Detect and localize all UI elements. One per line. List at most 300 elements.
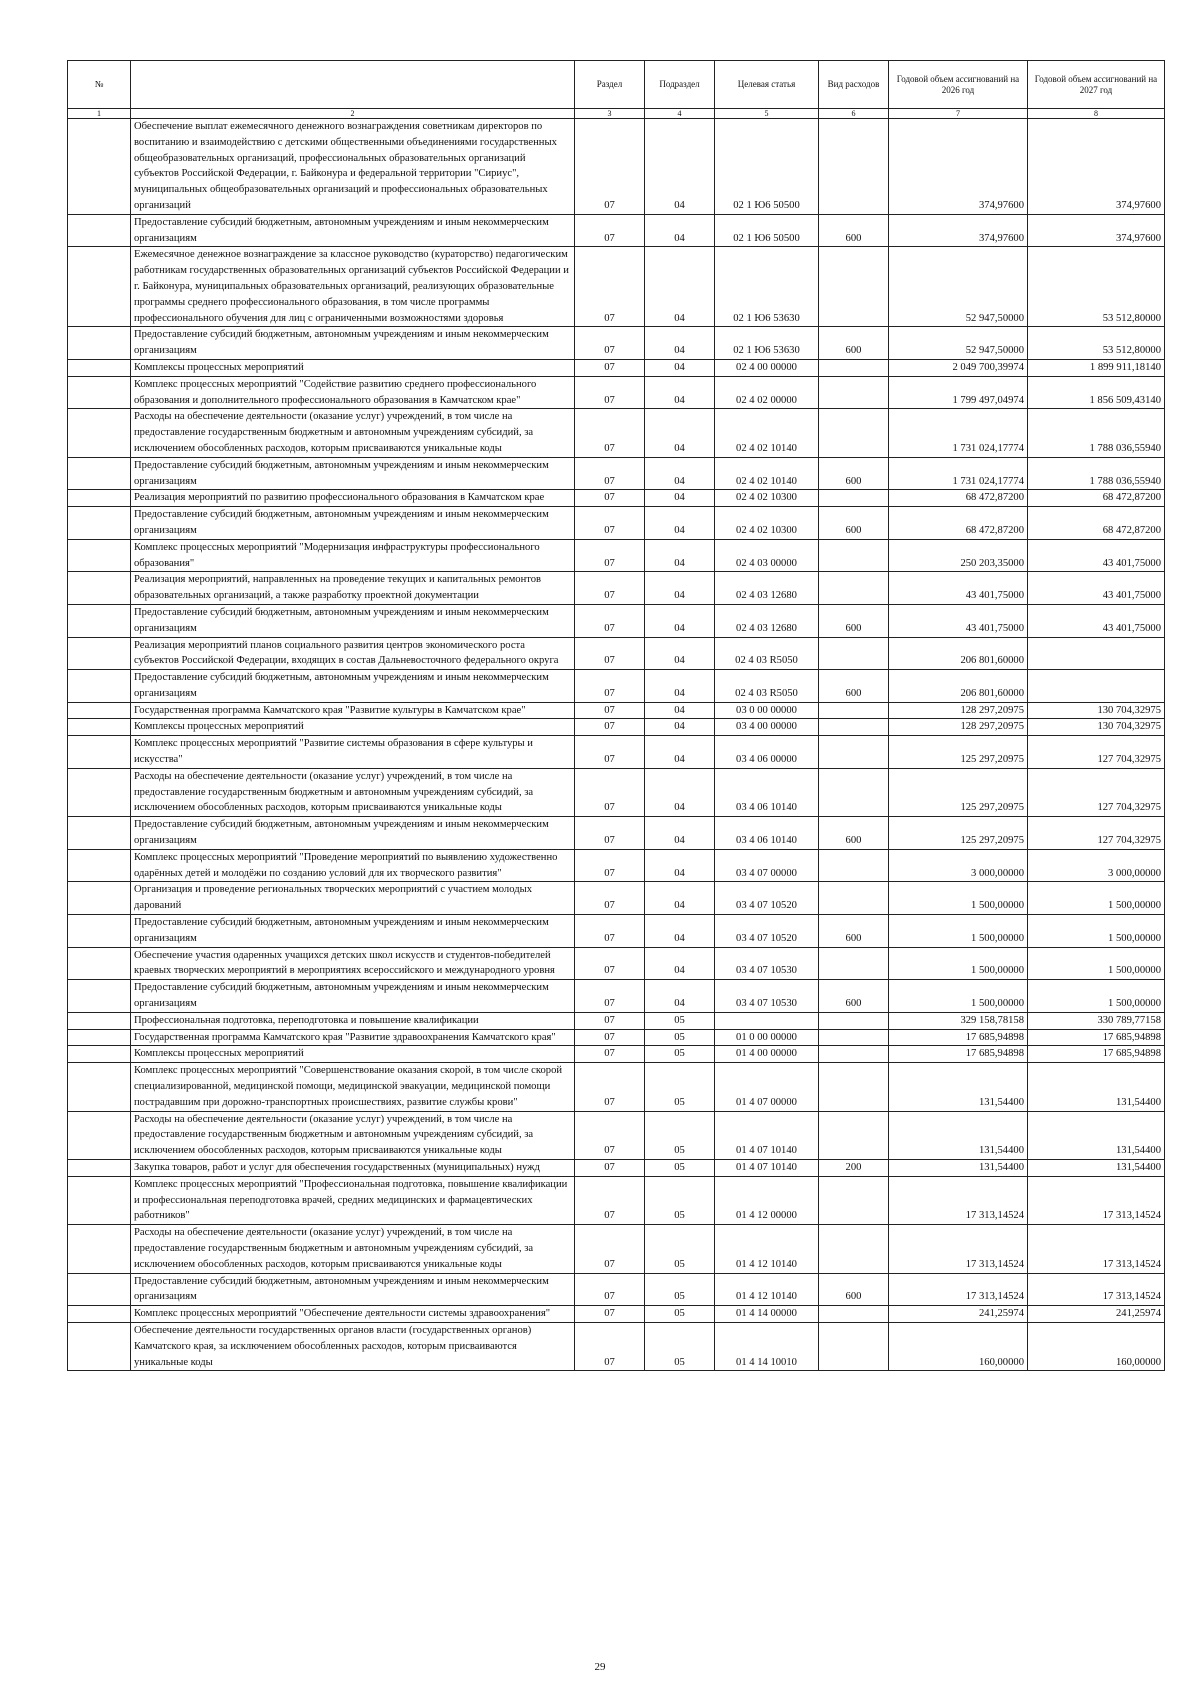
row-section: 07 — [575, 539, 645, 572]
table-row — [68, 507, 1165, 540]
table-row — [68, 1029, 1165, 1046]
row-expense-type — [819, 768, 889, 816]
table-body — [68, 119, 1165, 1371]
table-row — [68, 768, 1165, 816]
row-amount-2027: 131,54400 — [1028, 1160, 1165, 1177]
row-description: Предоставление субсидий бюджетным, автономным учреждениям и иным некоммерческим организациям — [131, 670, 575, 703]
row-expense-type — [819, 119, 889, 215]
row-section: 07 — [575, 768, 645, 816]
row-target-article: 03 4 06 00000 — [715, 736, 819, 769]
row-amount-2026: 206 801,60000 — [889, 637, 1028, 670]
table-header-row — [68, 61, 1165, 109]
row-description: Государственная программа Камчатского края "Развитие здравоохранения Камчатского края" — [131, 1029, 575, 1046]
row-number — [68, 247, 131, 327]
row-section: 07 — [575, 817, 645, 850]
row-expense-type — [819, 1176, 889, 1224]
row-amount-2026: 17 313,14524 — [889, 1273, 1028, 1306]
row-expense-type — [819, 409, 889, 457]
row-number — [68, 409, 131, 457]
row-expense-type — [819, 1111, 889, 1159]
row-expense-type — [819, 1063, 889, 1111]
row-section: 07 — [575, 376, 645, 409]
row-expense-type — [819, 572, 889, 605]
row-subsection: 04 — [645, 327, 715, 360]
row-section: 07 — [575, 1273, 645, 1306]
table-row — [68, 1160, 1165, 1177]
row-amount-2026: 131,54400 — [889, 1111, 1028, 1159]
row-description: Расходы на обеспечение деятельности (оказание услуг) учреждений, в том числе на предоставление государственным бюджетным и автономным учреждениям субсидий, за исключением обособленных расходов, которым присваиваются уникальные коды — [131, 409, 575, 457]
row-amount-2026: 128 297,20975 — [889, 719, 1028, 736]
row-section: 07 — [575, 670, 645, 703]
row-amount-2026: 1 500,00000 — [889, 882, 1028, 915]
row-section: 07 — [575, 214, 645, 247]
row-number — [68, 947, 131, 980]
row-subsection: 05 — [645, 1176, 715, 1224]
row-number — [68, 359, 131, 376]
row-number — [68, 490, 131, 507]
row-number — [68, 1012, 131, 1029]
header-expense-type: Вид расходов — [819, 61, 889, 109]
column-number: 6 — [819, 109, 889, 119]
row-amount-2026: 131,54400 — [889, 1063, 1028, 1111]
row-amount-2027: 374,97600 — [1028, 119, 1165, 215]
row-description: Предоставление субсидий бюджетным, автономным учреждениям и иным некоммерческим организациям — [131, 915, 575, 948]
row-number — [68, 1046, 131, 1063]
row-amount-2026: 43 401,75000 — [889, 572, 1028, 605]
table-row — [68, 490, 1165, 507]
table-row — [68, 849, 1165, 882]
row-target-article: 01 4 14 10010 — [715, 1322, 819, 1370]
row-amount-2027: 17 313,14524 — [1028, 1273, 1165, 1306]
row-amount-2027: 1 788 036,55940 — [1028, 409, 1165, 457]
row-amount-2026: 68 472,87200 — [889, 507, 1028, 540]
row-amount-2027: 68 472,87200 — [1028, 490, 1165, 507]
row-section: 07 — [575, 1111, 645, 1159]
row-expense-type — [819, 947, 889, 980]
row-section: 07 — [575, 1322, 645, 1370]
row-subsection: 05 — [645, 1225, 715, 1273]
table-row — [68, 539, 1165, 572]
row-description: Предоставление субсидий бюджетным, автономным учреждениям и иным некоммерческим организациям — [131, 980, 575, 1013]
row-expense-type — [819, 736, 889, 769]
table-row — [68, 1306, 1165, 1323]
row-section: 07 — [575, 507, 645, 540]
row-expense-type: 600 — [819, 817, 889, 850]
row-subsection: 04 — [645, 507, 715, 540]
row-amount-2027: 53 512,80000 — [1028, 247, 1165, 327]
row-number — [68, 457, 131, 490]
row-subsection: 04 — [645, 637, 715, 670]
row-subsection: 04 — [645, 736, 715, 769]
row-description: Комплексы процессных мероприятий — [131, 1046, 575, 1063]
table-row — [68, 247, 1165, 327]
row-amount-2027: 43 401,75000 — [1028, 539, 1165, 572]
row-section: 07 — [575, 1160, 645, 1177]
page-number: 29 — [594, 1661, 606, 1673]
row-target-article — [715, 1012, 819, 1029]
table-row — [68, 409, 1165, 457]
row-expense-type — [819, 1306, 889, 1323]
row-number — [68, 817, 131, 850]
row-target-article: 03 4 07 10530 — [715, 980, 819, 1013]
row-description: Реализация мероприятий планов социального развития центров экономического роста субъектов Российской Федерации, входящих в состав Дальневосточного федерального округа — [131, 637, 575, 670]
row-number — [68, 637, 131, 670]
column-number: 4 — [645, 109, 715, 119]
row-target-article: 02 1 Ю6 50500 — [715, 214, 819, 247]
row-subsection: 05 — [645, 1306, 715, 1323]
row-expense-type: 600 — [819, 604, 889, 637]
row-target-article: 01 4 12 10140 — [715, 1273, 819, 1306]
table-row — [68, 1012, 1165, 1029]
row-expense-type — [819, 1322, 889, 1370]
table-row — [68, 214, 1165, 247]
row-description: Комплекс процессных мероприятий "Модернизация инфраструктуры профессионального образования" — [131, 539, 575, 572]
row-target-article: 03 4 00 00000 — [715, 719, 819, 736]
row-amount-2027: 330 789,77158 — [1028, 1012, 1165, 1029]
row-amount-2026: 1 500,00000 — [889, 980, 1028, 1013]
row-section: 07 — [575, 572, 645, 605]
row-description: Расходы на обеспечение деятельности (оказание услуг) учреждений, в том числе на предоставление государственным бюджетным и автономным учреждениям субсидий, за исключением обособленных расходов, которым присваиваются уникальные коды — [131, 1111, 575, 1159]
column-number: 5 — [715, 109, 819, 119]
row-amount-2026: 125 297,20975 — [889, 736, 1028, 769]
row-number — [68, 702, 131, 719]
table-row — [68, 719, 1165, 736]
row-section: 07 — [575, 1306, 645, 1323]
row-expense-type — [819, 849, 889, 882]
row-number — [68, 119, 131, 215]
row-subsection: 04 — [645, 457, 715, 490]
table-row — [68, 817, 1165, 850]
row-section: 07 — [575, 719, 645, 736]
row-amount-2027: 131,54400 — [1028, 1063, 1165, 1111]
row-subsection: 05 — [645, 1111, 715, 1159]
row-target-article: 01 4 12 00000 — [715, 1176, 819, 1224]
row-expense-type — [819, 1225, 889, 1273]
row-description: Комплекс процессных мероприятий "Профессиональная подготовка, повышение квалификации и профессиональная переподготовка врачей, средних медицинских и фармацевтических работников" — [131, 1176, 575, 1224]
row-amount-2027: 1 500,00000 — [1028, 882, 1165, 915]
row-target-article: 02 4 03 12680 — [715, 572, 819, 605]
row-number — [68, 1225, 131, 1273]
row-amount-2026: 128 297,20975 — [889, 702, 1028, 719]
row-amount-2026: 125 297,20975 — [889, 817, 1028, 850]
row-expense-type: 600 — [819, 457, 889, 490]
row-description: Обеспечение выплат ежемесячного денежного вознаграждения советникам директоров по воспитанию и взаимодействию с детскими общественными объединениями государственных общеобразовательных организаций, профессиональных образовательных организаций субъектов Российской Федерации, г. Байконура и федеральной территории "Сириус", муниципальных общеобразовательных организаций и профессиональных образовательных организаций — [131, 119, 575, 215]
row-section: 07 — [575, 1012, 645, 1029]
row-target-article: 02 4 02 00000 — [715, 376, 819, 409]
row-number — [68, 882, 131, 915]
row-description: Реализация мероприятий по развитию профессионального образования в Камчатском крае — [131, 490, 575, 507]
table-row — [68, 1063, 1165, 1111]
row-amount-2026: 374,97600 — [889, 214, 1028, 247]
row-description: Профессиональная подготовка, переподготовка и повышение квалификации — [131, 1012, 575, 1029]
table-row — [68, 670, 1165, 703]
table-row — [68, 1225, 1165, 1273]
row-number — [68, 1111, 131, 1159]
row-amount-2027: 1 788 036,55940 — [1028, 457, 1165, 490]
table-row — [68, 359, 1165, 376]
table-row — [68, 736, 1165, 769]
row-amount-2026: 1 731 024,17774 — [889, 457, 1028, 490]
column-number: 8 — [1028, 109, 1165, 119]
header-description — [131, 61, 575, 109]
row-amount-2026: 160,00000 — [889, 1322, 1028, 1370]
column-number: 7 — [889, 109, 1028, 119]
row-expense-type — [819, 376, 889, 409]
row-section: 07 — [575, 882, 645, 915]
table-row — [68, 119, 1165, 215]
row-target-article: 02 4 02 10300 — [715, 490, 819, 507]
row-expense-type — [819, 1029, 889, 1046]
table-row — [68, 572, 1165, 605]
row-number — [68, 1273, 131, 1306]
row-target-article: 02 4 02 10140 — [715, 457, 819, 490]
row-description: Комплексы процессных мероприятий — [131, 359, 575, 376]
row-number — [68, 980, 131, 1013]
row-description: Расходы на обеспечение деятельности (оказание услуг) учреждений, в том числе на предоставление государственным бюджетным и автономным учреждениям субсидий, за исключением обособленных расходов, которым присваиваются уникальные коды — [131, 1225, 575, 1273]
row-expense-type — [819, 359, 889, 376]
row-number — [68, 1322, 131, 1370]
row-subsection: 05 — [645, 1273, 715, 1306]
row-expense-type: 600 — [819, 915, 889, 948]
table-row — [68, 604, 1165, 637]
row-subsection: 04 — [645, 572, 715, 605]
row-subsection: 04 — [645, 359, 715, 376]
row-number — [68, 670, 131, 703]
row-amount-2026: 17 685,94898 — [889, 1046, 1028, 1063]
row-expense-type — [819, 1046, 889, 1063]
row-subsection: 04 — [645, 980, 715, 1013]
row-subsection: 04 — [645, 490, 715, 507]
table-row — [68, 376, 1165, 409]
row-number — [68, 214, 131, 247]
row-target-article: 01 4 07 10140 — [715, 1111, 819, 1159]
row-subsection: 04 — [645, 882, 715, 915]
row-expense-type — [819, 637, 889, 670]
row-subsection: 05 — [645, 1160, 715, 1177]
row-description: Обеспечение участия одаренных учащихся детских школ искусств и студентов-победителей краевых творческих мероприятий в мероприятиях всероссийского и международного уровня — [131, 947, 575, 980]
row-expense-type — [819, 490, 889, 507]
row-amount-2026: 43 401,75000 — [889, 604, 1028, 637]
row-number — [68, 1029, 131, 1046]
row-section: 07 — [575, 1046, 645, 1063]
row-section: 07 — [575, 736, 645, 769]
row-amount-2026: 1 799 497,04974 — [889, 376, 1028, 409]
budget-table-sheet — [67, 60, 1164, 1371]
row-amount-2026: 17 313,14524 — [889, 1176, 1028, 1224]
row-amount-2026: 374,97600 — [889, 119, 1028, 215]
row-description: Комплекс процессных мероприятий "Проведение мероприятий по выявлению художественно одарённых детей и молодёжи по созданию условий для их творческого развития" — [131, 849, 575, 882]
row-section: 07 — [575, 1176, 645, 1224]
row-amount-2026: 17 685,94898 — [889, 1029, 1028, 1046]
row-section: 07 — [575, 1029, 645, 1046]
row-description: Предоставление субсидий бюджетным, автономным учреждениям и иным некоммерческим организациям — [131, 604, 575, 637]
row-section: 07 — [575, 702, 645, 719]
row-subsection: 04 — [645, 768, 715, 816]
row-number — [68, 376, 131, 409]
row-section: 07 — [575, 947, 645, 980]
row-target-article: 03 4 06 10140 — [715, 768, 819, 816]
row-description: Комплекс процессных мероприятий "Обеспечение деятельности системы здравоохранения" — [131, 1306, 575, 1323]
row-number — [68, 849, 131, 882]
row-target-article: 02 1 Ю6 53630 — [715, 247, 819, 327]
row-section: 07 — [575, 490, 645, 507]
row-description: Комплексы процессных мероприятий — [131, 719, 575, 736]
row-subsection: 04 — [645, 849, 715, 882]
row-target-article: 02 1 Ю6 53630 — [715, 327, 819, 360]
row-section: 07 — [575, 409, 645, 457]
row-subsection: 04 — [645, 670, 715, 703]
row-number — [68, 736, 131, 769]
row-subsection: 04 — [645, 247, 715, 327]
row-number — [68, 768, 131, 816]
row-subsection: 04 — [645, 915, 715, 948]
row-amount-2027: 127 704,32975 — [1028, 817, 1165, 850]
row-amount-2027: 17 685,94898 — [1028, 1029, 1165, 1046]
row-number — [68, 327, 131, 360]
column-number: 3 — [575, 109, 645, 119]
table-row — [68, 1176, 1165, 1224]
header-subsection: Подраздел — [645, 61, 715, 109]
row-expense-type: 600 — [819, 507, 889, 540]
row-amount-2027: 374,97600 — [1028, 214, 1165, 247]
row-amount-2027: 130 704,32975 — [1028, 719, 1165, 736]
row-amount-2026: 125 297,20975 — [889, 768, 1028, 816]
column-number: 1 — [68, 109, 131, 119]
row-section: 07 — [575, 457, 645, 490]
row-amount-2027 — [1028, 637, 1165, 670]
row-subsection: 05 — [645, 1029, 715, 1046]
row-amount-2027: 17 313,14524 — [1028, 1225, 1165, 1273]
row-subsection: 04 — [645, 376, 715, 409]
row-number — [68, 1063, 131, 1111]
row-amount-2026: 52 947,50000 — [889, 247, 1028, 327]
row-amount-2027: 1 500,00000 — [1028, 947, 1165, 980]
row-target-article: 02 4 02 10140 — [715, 409, 819, 457]
row-amount-2027: 68 472,87200 — [1028, 507, 1165, 540]
row-section: 07 — [575, 327, 645, 360]
row-expense-type: 600 — [819, 980, 889, 1013]
row-target-article: 01 4 14 00000 — [715, 1306, 819, 1323]
table-row — [68, 1273, 1165, 1306]
row-expense-type — [819, 247, 889, 327]
row-subsection: 04 — [645, 409, 715, 457]
header-number: № — [68, 61, 131, 109]
row-number — [68, 719, 131, 736]
row-amount-2027: 1 500,00000 — [1028, 980, 1165, 1013]
row-description: Реализация мероприятий, направленных на проведение текущих и капитальных ремонтов образовательных организаций, а также разработку проектной документации — [131, 572, 575, 605]
row-description: Предоставление субсидий бюджетным, автономным учреждениям и иным некоммерческим организациям — [131, 507, 575, 540]
row-number — [68, 1176, 131, 1224]
header-amount-2026: Годовой объем ассигнований на 2026 год — [889, 61, 1028, 109]
row-description: Комплекс процессных мероприятий "Содействие развитию среднего профессионального образования и дополнительного профессионального образования в Камчатском крае" — [131, 376, 575, 409]
row-description: Расходы на обеспечение деятельности (оказание услуг) учреждений, в том числе на предоставление государственным бюджетным и автономным учреждениям субсидий, за исключением обособленных расходов, которым присваиваются уникальные коды — [131, 768, 575, 816]
row-expense-type — [819, 1012, 889, 1029]
row-amount-2027 — [1028, 670, 1165, 703]
row-description: Государственная программа Камчатского края "Развитие культуры в Камчатском крае" — [131, 702, 575, 719]
row-expense-type — [819, 539, 889, 572]
row-subsection: 04 — [645, 817, 715, 850]
row-section: 07 — [575, 980, 645, 1013]
row-amount-2027: 1 500,00000 — [1028, 915, 1165, 948]
row-description: Предоставление субсидий бюджетным, автономным учреждениям и иным некоммерческим организациям — [131, 817, 575, 850]
table-row — [68, 637, 1165, 670]
row-description: Комплекс процессных мероприятий "Развитие системы образования в сфере культуры и искусства" — [131, 736, 575, 769]
budget-allocation-table — [67, 60, 1165, 1371]
row-section: 07 — [575, 119, 645, 215]
column-number-row — [68, 109, 1165, 119]
row-target-article: 02 4 03 R5050 — [715, 670, 819, 703]
row-amount-2026: 1 731 024,17774 — [889, 409, 1028, 457]
row-number — [68, 507, 131, 540]
row-amount-2027: 241,25974 — [1028, 1306, 1165, 1323]
row-subsection: 04 — [645, 702, 715, 719]
header-section: Раздел — [575, 61, 645, 109]
row-amount-2026: 250 203,35000 — [889, 539, 1028, 572]
row-expense-type — [819, 882, 889, 915]
row-subsection: 05 — [645, 1063, 715, 1111]
row-subsection: 04 — [645, 119, 715, 215]
table-row — [68, 702, 1165, 719]
row-section: 07 — [575, 1063, 645, 1111]
row-section: 07 — [575, 1225, 645, 1273]
row-description: Ежемесячное денежное вознаграждение за классное руководство (кураторство) педагогическим работникам государственных образовательных организаций субъектов Российской Федерации и г. Байконура, муниципальных образовательных организаций, реализующих образовательные программы среднего профессионального образования, в том числе программы профессионального обучения для лиц с ограниченными возможностями здоровья — [131, 247, 575, 327]
table-row — [68, 1046, 1165, 1063]
row-expense-type — [819, 702, 889, 719]
row-amount-2027: 131,54400 — [1028, 1111, 1165, 1159]
row-amount-2027: 1 856 509,43140 — [1028, 376, 1165, 409]
table-row — [68, 947, 1165, 980]
row-target-article: 02 4 02 10300 — [715, 507, 819, 540]
row-amount-2027: 53 512,80000 — [1028, 327, 1165, 360]
row-expense-type: 200 — [819, 1160, 889, 1177]
table-row — [68, 1322, 1165, 1370]
row-amount-2027: 160,00000 — [1028, 1322, 1165, 1370]
row-subsection: 05 — [645, 1046, 715, 1063]
row-amount-2026: 1 500,00000 — [889, 915, 1028, 948]
row-number — [68, 604, 131, 637]
header-amount-2027: Годовой объем ассигнований на 2027 год — [1028, 61, 1165, 109]
row-number — [68, 1306, 131, 1323]
row-target-article: 03 4 07 10520 — [715, 915, 819, 948]
row-amount-2026: 1 500,00000 — [889, 947, 1028, 980]
row-number — [68, 572, 131, 605]
row-description: Предоставление субсидий бюджетным, автономным учреждениям и иным некоммерческим организациям — [131, 214, 575, 247]
row-amount-2026: 17 313,14524 — [889, 1225, 1028, 1273]
row-amount-2027: 43 401,75000 — [1028, 604, 1165, 637]
row-amount-2027: 1 899 911,18140 — [1028, 359, 1165, 376]
row-target-article: 02 4 03 12680 — [715, 604, 819, 637]
row-target-article: 01 4 12 10140 — [715, 1225, 819, 1273]
row-section: 07 — [575, 604, 645, 637]
row-description: Предоставление субсидий бюджетным, автономным учреждениям и иным некоммерческим организациям — [131, 1273, 575, 1306]
row-subsection: 04 — [645, 947, 715, 980]
row-expense-type — [819, 719, 889, 736]
row-expense-type: 600 — [819, 327, 889, 360]
row-target-article: 02 4 03 R5050 — [715, 637, 819, 670]
row-target-article: 01 4 07 00000 — [715, 1063, 819, 1111]
row-amount-2026: 52 947,50000 — [889, 327, 1028, 360]
row-expense-type: 600 — [819, 214, 889, 247]
row-amount-2027: 130 704,32975 — [1028, 702, 1165, 719]
row-amount-2026: 131,54400 — [889, 1160, 1028, 1177]
row-amount-2027: 127 704,32975 — [1028, 736, 1165, 769]
row-amount-2026: 329 158,78158 — [889, 1012, 1028, 1029]
row-amount-2027: 127 704,32975 — [1028, 768, 1165, 816]
table-row — [68, 457, 1165, 490]
row-target-article: 03 0 00 00000 — [715, 702, 819, 719]
row-section: 07 — [575, 915, 645, 948]
row-target-article: 01 0 00 00000 — [715, 1029, 819, 1046]
